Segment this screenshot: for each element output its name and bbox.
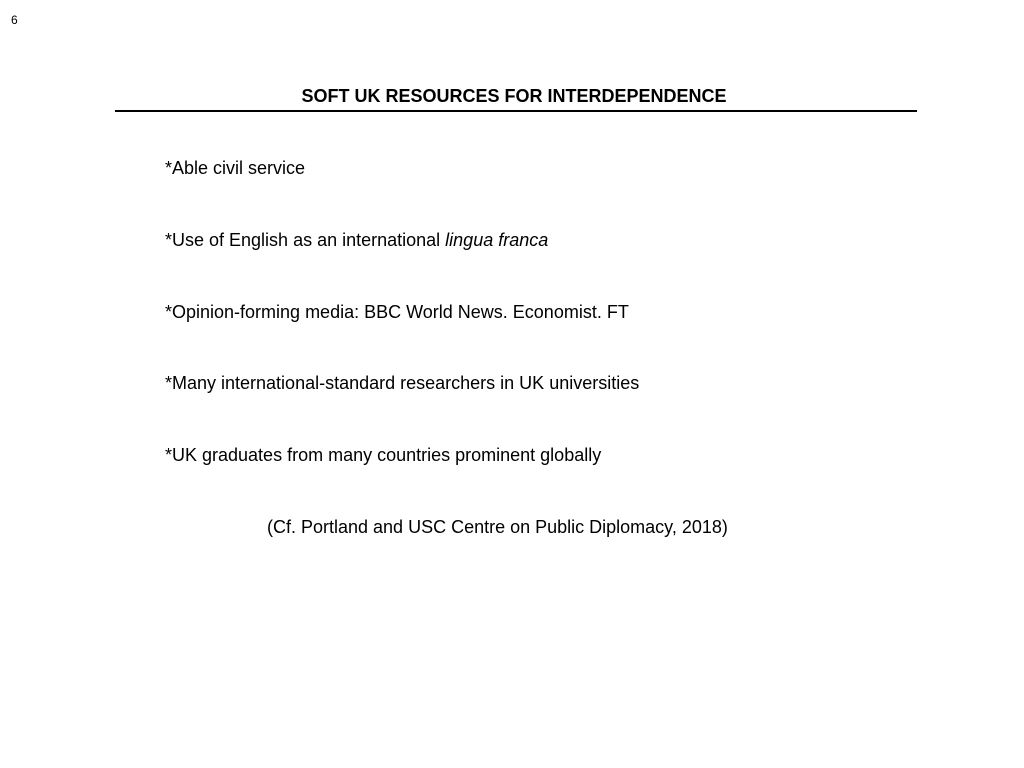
bullet-item	[165, 158, 305, 178]
bullet-text: *Many international-standard researchers in UK universities	[165, 373, 640, 393]
citation: (Cf. Portland and USC Centre on Public Diplomacy, 2018)	[267, 517, 728, 537]
bullet-item	[165, 230, 548, 250]
bullet-emphasis: lingua franca	[445, 230, 549, 250]
title-divider	[115, 110, 917, 112]
slide-number: 6	[11, 13, 18, 27]
bullet-text: *Able civil service	[165, 158, 306, 178]
bullet-text: *UK graduates from many countries prominent globally	[165, 445, 602, 465]
bullet-item	[165, 302, 629, 322]
bullet-item	[165, 373, 639, 393]
bullet-text: *Opinion-forming media: BBC World News. Economist. FT	[165, 302, 629, 322]
bullet-item	[165, 445, 601, 465]
bullet-text: *Use of English as an international	[165, 230, 446, 250]
page-title: SOFT UK RESOURCES FOR INTERDEPENDENCE	[301, 86, 727, 106]
